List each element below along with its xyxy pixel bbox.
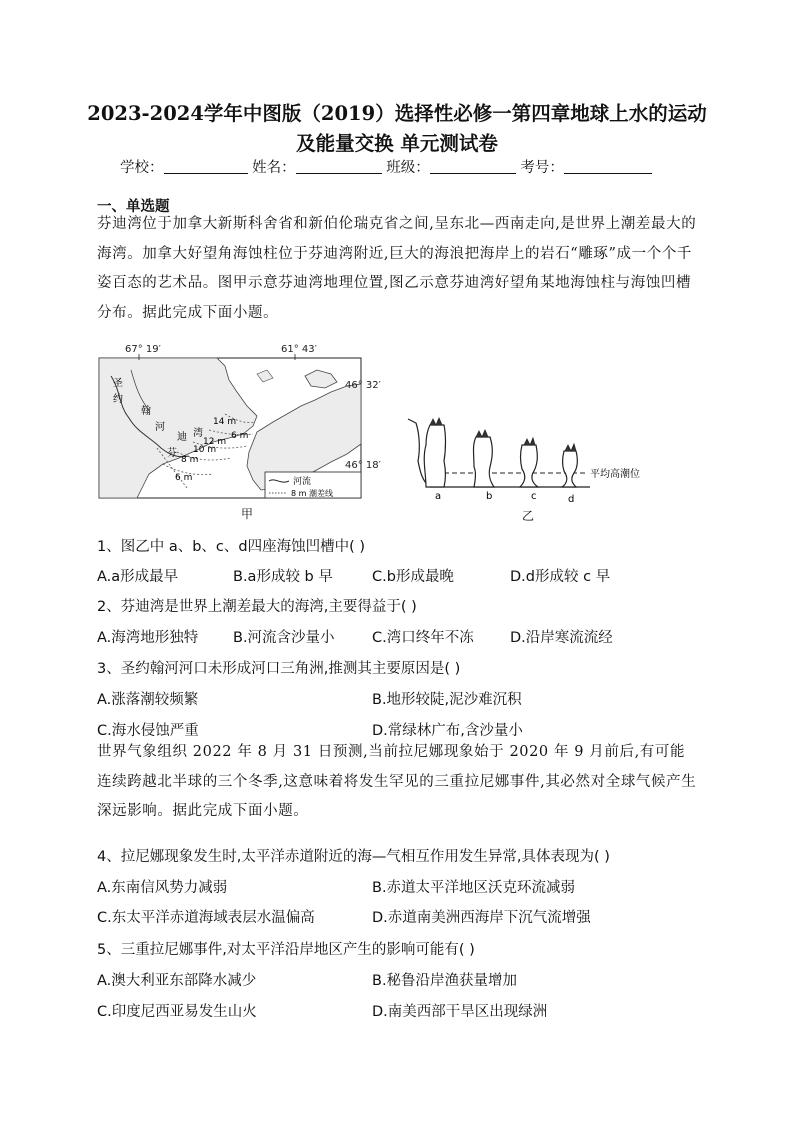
question-3-stem: 3、圣约翰河河口未形成河口三角洲,推测其主要原因是( ) [97, 661, 461, 677]
q1-option-c[interactable]: C.b形成最晚 [372, 569, 454, 585]
place-yue: 约 [113, 394, 123, 405]
q3-option-a[interactable]: A.涨落潮较频繁 [97, 692, 199, 708]
figure-b-profile [390, 405, 670, 505]
name-label: 姓名： [252, 160, 296, 176]
q4-option-d[interactable]: D.赤道南美洲西海岸下沉气流增强 [372, 910, 591, 926]
legend-tide-line: 8 m 潮差线 [291, 489, 333, 498]
contour-6: 6 m [175, 473, 193, 483]
figure-a-caption: 甲 [241, 507, 254, 521]
exam-title-line2: 及能量交换 单元测试卷 [296, 132, 498, 155]
stack-c-label: c [531, 491, 537, 502]
q1-option-a[interactable]: A.a形成最早 [97, 569, 179, 585]
passage-la-nina: 世界气象组织 2022 年 8 月 31 日预测,当前拉尼娜现象始于 2020 年 9 月前后,有可能连续跨越北半球的三个冬季,这意味着将发生罕见的三重拉尼娜事件,其必然对全球气候产生深远影响。据此完成下面小题。 [97, 744, 697, 819]
lon-right-label: 61° 43′ [281, 344, 317, 355]
q3-option-d[interactable]: D.常绿林广布,含沙量小 [372, 723, 523, 739]
section-title: 一、单选题 [97, 199, 170, 215]
name-blank[interactable] [296, 159, 382, 174]
class-blank[interactable] [430, 159, 516, 174]
q1-option-b[interactable]: B.a形成较 b 早 [233, 569, 333, 585]
stack-d-label: d [568, 494, 575, 505]
q4-option-a[interactable]: A.东南信风势力减弱 [97, 880, 228, 896]
q3-option-c[interactable]: C.海水侵蚀严重 [97, 723, 199, 739]
class-label: 班级： [386, 160, 430, 176]
q5-option-d[interactable]: D.南美西部干旱区出现绿洲 [372, 1004, 548, 1020]
q2-option-b[interactable]: B.河流含沙量小 [233, 630, 335, 646]
lat-bottom-label: 46° 18′ [345, 460, 381, 471]
stack-a-label: a [435, 491, 442, 502]
q2-option-c[interactable]: C.湾口终年不冻 [372, 630, 474, 646]
question-2-stem: 2、芬迪湾是世界上潮差最大的海湾,主要得益于( ) [97, 599, 417, 615]
q4-option-b[interactable]: B.赤道太平洋地区沃克环流减弱 [372, 880, 576, 896]
q5-option-b[interactable]: B.秘鲁沿岸渔获量增加 [372, 973, 518, 989]
id-label: 考号： [520, 160, 564, 176]
exam-title-line1: 2023-2024学年中图版（2019）选择性必修一第四章地球上水的运动 [87, 102, 707, 125]
passage-fundy: 芬迪湾位于加拿大新斯科舍省和新伯伦瑞克省之间,呈东北—西南走向,是世界上潮差最大的海湾。加拿大好望角海蚀柱位于芬迪湾附近,巨大的海浪把海岸上的岩石“雕琢”成一个个千姿百态的艺术品。图甲示意芬迪湾地理位置,图乙示意芬迪湾好望角某地海蚀柱与海蚀凹槽分布。据此完成下面小题。 [97, 216, 697, 321]
contour-8: 8 m [181, 455, 199, 465]
place-di: 迪 [177, 432, 187, 443]
contour-10: 10 m [193, 445, 217, 455]
school-label: 学校： [120, 160, 164, 176]
place-han: 翰 [141, 406, 151, 417]
place-wan: 湾 [193, 428, 203, 439]
id-blank[interactable] [564, 159, 652, 174]
q4-option-c[interactable]: C.东太平洋赤道海域表层水温偏高 [97, 910, 315, 926]
place-he: 河 [155, 422, 165, 433]
contour-14: 14 m [213, 417, 237, 427]
q2-option-d[interactable]: D.沿岸寒流流经 [510, 630, 613, 646]
question-4-stem: 4、拉尼娜现象发生时,太平洋赤道附近的海—气相互作用发生异常,具体表现为( ) [97, 849, 610, 865]
question-1-stem: 1、图乙中 a、b、c、d四座海蚀凹槽中( ) [97, 539, 366, 555]
mean-high-tide-label: 平均高潮位 [590, 469, 640, 480]
school-blank[interactable] [164, 159, 248, 174]
place-fen: 芬 [167, 448, 177, 459]
q2-option-a[interactable]: A.海湾地形独特 [97, 630, 199, 646]
figure-b-caption: 乙 [522, 509, 535, 523]
lon-left-label: 67° 19′ [125, 344, 161, 355]
lat-top-label: 46° 32′ [345, 380, 381, 391]
figure-a-map [97, 340, 383, 502]
contour-6b: 6 m [231, 431, 249, 441]
q5-option-a[interactable]: A.澳大利亚东部降水减少 [97, 973, 257, 989]
student-info-line [120, 156, 652, 177]
stack-b-label: b [486, 491, 493, 502]
q5-option-c[interactable]: C.印度尼西亚易发生山火 [97, 1004, 257, 1020]
question-5-stem: 5、三重拉尼娜事件,对太平洋沿岸地区产生的影响可能有( ) [97, 942, 475, 958]
legend-river: 河流 [293, 477, 312, 487]
place-sheng: 圣 [113, 378, 123, 389]
q3-option-b[interactable]: B.地形较陡,泥沙难沉积 [372, 692, 522, 708]
contour-12: 12 m [203, 437, 227, 447]
q1-option-d[interactable]: D.d形成较 c 早 [510, 569, 611, 585]
